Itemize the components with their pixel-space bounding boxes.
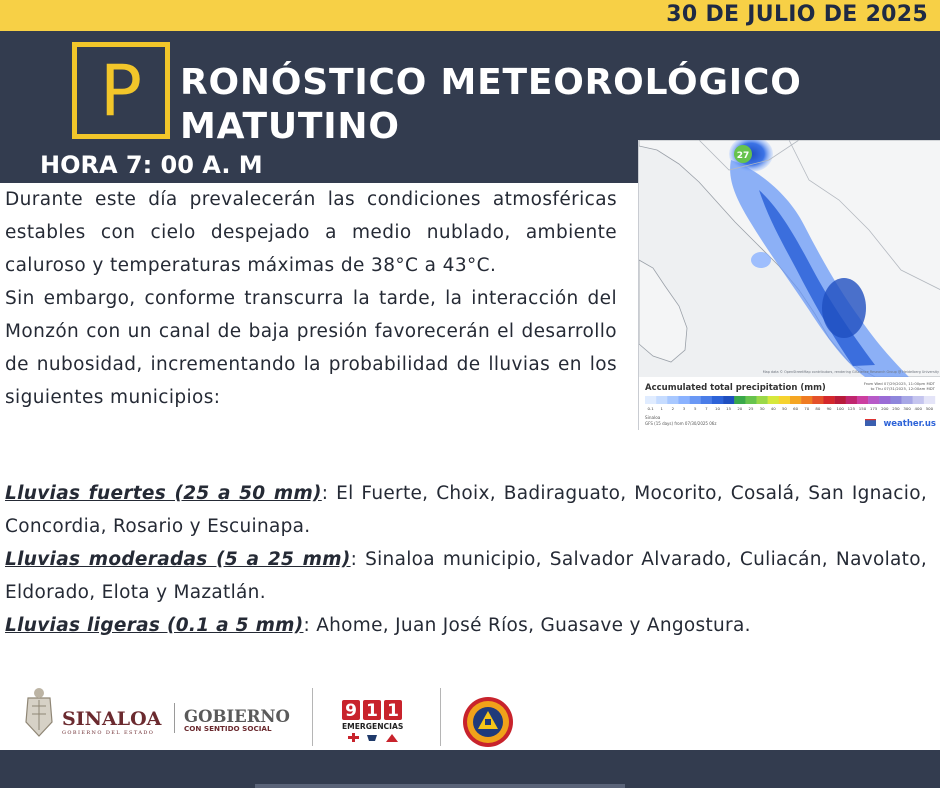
legend-swatch	[701, 396, 712, 404]
rain-cell-small	[751, 252, 771, 268]
logo-separator-2	[440, 688, 441, 746]
legend-tick-label: 2	[671, 406, 675, 411]
logo-separator-1	[312, 688, 313, 746]
civil-protection-icon	[463, 697, 513, 747]
legend-tick-label: 30	[759, 406, 765, 411]
max-marker-value: 27	[736, 151, 750, 161]
legend-color-bar	[645, 396, 935, 404]
light-rain-item	[5, 609, 927, 642]
gobierno-logo-text: GOBIERNO	[184, 707, 290, 726]
legend-swatch	[723, 396, 734, 404]
report-time: HORA 7: 00 A. M	[40, 151, 263, 179]
precipitation-map	[638, 140, 940, 430]
heavy-rain-item	[5, 477, 927, 543]
legend-tick-label: 90	[826, 406, 832, 411]
legend-tick-label: 150	[858, 406, 867, 411]
precipitation-map-graphic	[639, 140, 940, 430]
legend-tick-label: 5	[693, 406, 697, 411]
legend-swatch	[745, 396, 756, 404]
digit-2: 1	[366, 701, 378, 721]
legend-swatch	[835, 396, 846, 404]
heavy-rain-label: Lluvias fuertes (25 a 50 mm)	[5, 483, 322, 504]
legend-tick-label: 15	[726, 406, 732, 411]
legend-swatch	[823, 396, 834, 404]
legend-tick-label: 300	[903, 406, 911, 411]
bottom-band	[0, 750, 940, 788]
forecast-intro	[5, 183, 617, 414]
legend-tick-label: 175	[869, 406, 878, 411]
sinaloa-logo-subtext: GOBIERNO DEL ESTADO	[62, 730, 155, 736]
title-initial-box	[72, 42, 170, 139]
legend-swatch	[812, 396, 823, 404]
paragraph-1: Durante este día prevalecerán las condiciones atmosféricas estables con cielo despejado a medio nublado, ambiente caluroso y temperaturas máximas de 38°C a 43°C.	[5, 189, 617, 276]
bottom-highlight-line	[255, 784, 625, 788]
legend-swatch	[656, 396, 667, 404]
legend-tick-label: 40	[770, 406, 776, 411]
legend-swatch	[667, 396, 678, 404]
cross-icon	[348, 733, 359, 742]
legend-swatch	[857, 396, 868, 404]
digit-1: 9	[345, 701, 357, 721]
digit-3: 1	[387, 701, 399, 721]
legend-tick-label: 1	[660, 406, 663, 411]
moderate-rain-municipalities: : Sinaloa municipio, Salvador Alvarado, Culiacán, Navolato, Eldorado, Elota y Mazatlán.	[5, 549, 927, 603]
moderate-rain-item	[5, 543, 927, 609]
legend-swatch	[768, 396, 779, 404]
legend-tick-label: 25	[748, 406, 754, 411]
valid-to: to Thu 07/31/2025, 12:00am MDT	[870, 386, 935, 391]
sinaloa-logo-text: SINALOA	[62, 708, 162, 730]
legend-swatch	[924, 396, 935, 404]
legend-tick-label: 250	[892, 406, 900, 411]
legend-swatch	[902, 396, 913, 404]
date-bar	[0, 0, 940, 31]
legend-tick-label: 60	[793, 406, 799, 411]
light-rain-municipalities: : Ahome, Juan José Ríos, Guasave y Angostura.	[303, 615, 751, 636]
emergency-label: EMERGENCIAS	[342, 722, 404, 731]
title-line-1: RONÓSTICO METEOROLÓGICO	[180, 62, 802, 103]
legend-swatch	[645, 396, 656, 404]
legend-swatch	[846, 396, 857, 404]
legend-tick-label: 70	[804, 406, 810, 411]
legend-swatch	[734, 396, 745, 404]
legend-tick-label: 400	[914, 406, 922, 411]
state-shield-icon	[26, 688, 52, 736]
legend-tick-label: 7	[705, 406, 708, 411]
legend-swatch	[779, 396, 790, 404]
legend-tick-label: 50	[781, 406, 787, 411]
legend-tick-label: 200	[881, 406, 889, 411]
report-date: 30 DE JULIO DE 2025	[666, 2, 928, 27]
flag-stripe-icon	[865, 419, 876, 420]
logo-divider	[174, 703, 175, 733]
legend-swatch	[790, 396, 801, 404]
page-title	[180, 61, 802, 149]
legend-swatch	[879, 396, 890, 404]
rain-cell-south	[822, 278, 866, 338]
fire-icon	[386, 734, 398, 742]
title-initial: P	[99, 50, 143, 132]
title-line-2: MATUTINO	[180, 106, 400, 147]
emergency-icons	[348, 733, 398, 742]
legend-title: Accumulated total precipitation (mm)	[645, 383, 826, 393]
legend-tick-label: 10	[715, 406, 720, 411]
legend-tick-label: 80	[815, 406, 821, 411]
heavy-rain-municipalities: : El Fuerte, Choix, Badiraguato, Mocorito, Cosalá, San Ignacio, Concordia, Rosario y Escuinapa.	[5, 483, 927, 537]
legend-swatch	[801, 396, 812, 404]
legend-tick-label: 100	[836, 406, 844, 411]
police-cap-icon	[367, 735, 377, 741]
light-rain-label: Lluvias ligeras (0.1 a 5 mm)	[5, 615, 304, 636]
legend-tick-label: 500	[925, 406, 934, 411]
map-attribution: Map data © OpenStreetMap contributors, rendering GIScience Research Group @ Heidelberg University	[762, 370, 939, 374]
weather-brand: weather.us	[883, 419, 936, 429]
legend-swatch	[890, 396, 901, 404]
legend-tick-label: 20	[737, 406, 743, 411]
legend-swatch	[690, 396, 701, 404]
legend-swatch	[712, 396, 723, 404]
legend-tick-label: 0.1	[647, 406, 654, 411]
valid-from: From Wed 07/29/2025, 11:00pm MDT	[863, 381, 935, 386]
gobierno-logo-subtext: CON SENTIDO SOCIAL	[184, 724, 272, 733]
legend-tick-label: 125	[847, 406, 856, 411]
paragraph-2: Sin embargo, conforme transcurra la tarde, la interacción del Monzón con un canal de baja presión favorecerán el desarrollo de nubosidad, incrementando la probabilidad de lluvias en los siguientes municipios:	[5, 288, 617, 408]
legend-swatch	[757, 396, 768, 404]
legend-tick-label: 3	[682, 406, 686, 411]
map-region: Sinaloa	[645, 415, 661, 420]
logos-graphic	[0, 680, 940, 750]
legend-swatch	[913, 396, 924, 404]
moderate-rain-label: Lluvias moderadas (5 a 25 mm)	[5, 549, 351, 570]
footer-logos	[0, 680, 940, 750]
legend-swatch	[868, 396, 879, 404]
legend-swatch	[678, 396, 689, 404]
map-model: GFS (15 days) from 07/30/2025 06z	[645, 421, 717, 426]
